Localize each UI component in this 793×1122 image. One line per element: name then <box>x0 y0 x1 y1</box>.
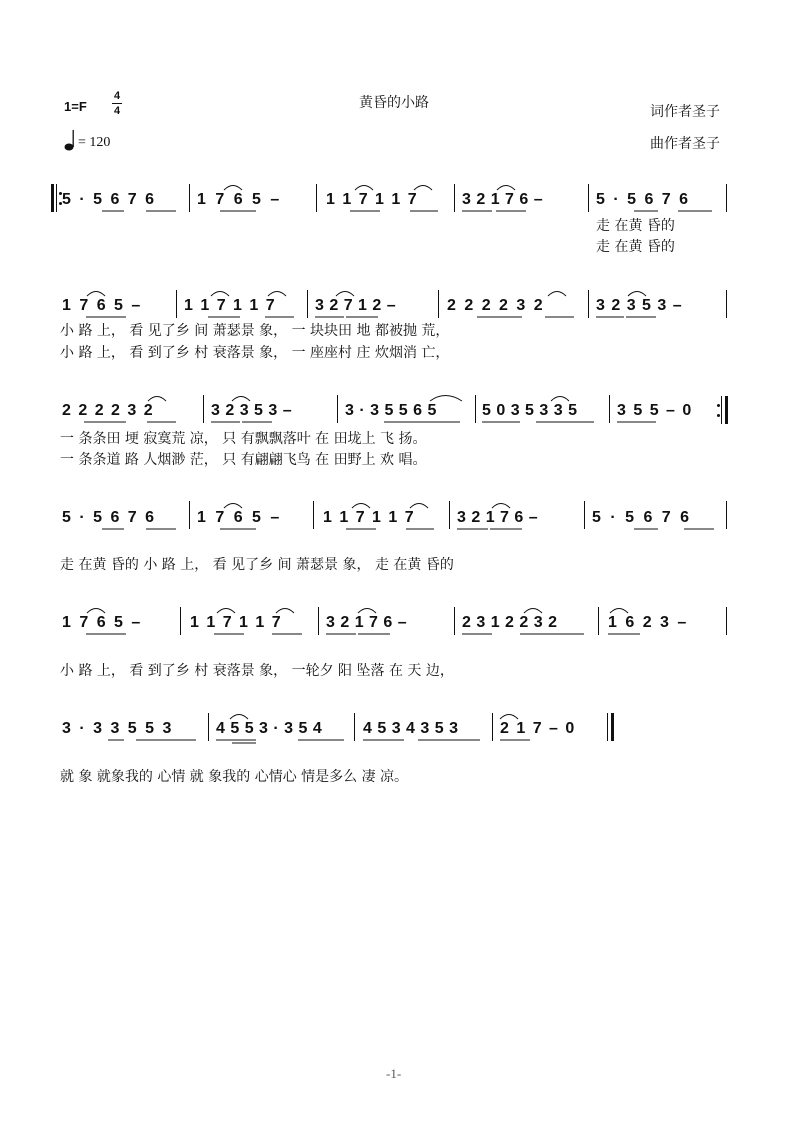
barline <box>208 713 209 741</box>
measure-1: 1 7 6 5 – <box>62 614 141 631</box>
lyrics-verse-2: 走 在黄 昏的 <box>596 239 675 255</box>
barline <box>180 607 181 635</box>
measure-2: 1 1 7 1 1 7 <box>184 297 275 314</box>
measure-2: 1 7 6 5 – <box>197 191 280 208</box>
barline <box>449 501 450 529</box>
measure-4: 2 2 2 2 3 2 <box>447 297 543 314</box>
repeat-dot <box>717 414 720 417</box>
barline <box>189 184 190 212</box>
repeat-dot <box>717 404 720 407</box>
measure-5: 3 5 5 – 0 <box>617 402 692 419</box>
measure-2: 1 1 7 1 1 7 <box>190 614 281 631</box>
lyricist-credit: 词作者圣子 <box>650 104 720 120</box>
measure-3: 3 · 3 5 5 6 5 <box>345 402 437 419</box>
measure-1: 5 · 5 6 7 6 <box>62 191 155 208</box>
lyrics-verse-1: 走 在黄 昏的 小 路 上， 看 见了乡 间 萧瑟景 象， 走 在黄 昏的 <box>60 557 454 573</box>
barline <box>337 395 338 423</box>
barline <box>475 395 476 423</box>
measure-5: 3 2 3 5 3 – <box>596 297 682 314</box>
measure-2: 1 7 6 5 – <box>197 509 280 526</box>
page-number: -1- <box>386 1066 402 1081</box>
measure-3: 1 1 7 1 1 7 <box>323 509 414 526</box>
barline <box>176 290 177 318</box>
final-thin-bar <box>607 713 608 741</box>
measure-3: 3 2 1 7 6 – <box>326 614 407 631</box>
final-thick-bar <box>611 713 614 741</box>
song-title: 黄昏的小路 <box>359 95 429 111</box>
key-signature: 1=F <box>64 99 87 114</box>
lyrics-verse-2: 小 路 上， 看 到了乡 村 衰落景 象， 一 座座村 庄 炊烟消 亡， <box>60 345 450 361</box>
barline <box>492 713 493 741</box>
measure-3: 1 1 7 1 1 7 <box>326 191 417 208</box>
lyrics-verse-1: 小 路 上， 看 见了乡 间 萧瑟景 象， 一 块块田 地 都被抛 荒， <box>60 323 450 339</box>
repeat-end-thin-bar <box>721 396 722 424</box>
lyrics-verse-1: 就 象 就象我的 心情 就 象我的 心情心 情是多么 凄 凉。 <box>60 769 409 785</box>
barline <box>726 607 727 635</box>
measure-5: 1 6 2 3 – <box>608 614 687 631</box>
barline <box>307 290 308 318</box>
barline <box>726 501 727 529</box>
measure-5: 5 · 5 6 7 6 <box>596 191 689 208</box>
barline <box>318 607 319 635</box>
time-signature-top: 4 <box>113 90 121 102</box>
barline <box>316 184 317 212</box>
tempo-marking: = 120 <box>78 135 111 150</box>
barline <box>354 713 355 741</box>
quarter-note-icon <box>64 128 78 156</box>
composer-credit: 曲作者圣子 <box>650 136 720 152</box>
measure-4: 2 3 1 2 2 3 2 <box>462 614 557 631</box>
barline <box>454 184 455 212</box>
measure-5: 5 · 5 6 7 6 <box>592 509 690 526</box>
barline <box>588 290 589 318</box>
barline <box>588 184 589 212</box>
barline <box>313 501 314 529</box>
measure-1: 3 · 3 3 5 5 3 <box>62 720 172 737</box>
measure-4: 2 1 7 – 0 <box>500 720 575 737</box>
measure-3: 4 5 3 4 3 5 3 <box>363 720 458 737</box>
measure-4: 3 2 1 7 6 – <box>457 509 538 526</box>
measure-2: 3 2 3 5 3 – <box>211 402 292 419</box>
barline <box>203 395 204 423</box>
repeat-end-thick-bar <box>725 396 728 424</box>
lyrics-verse-1: 走 在黄 昏的 <box>596 218 675 234</box>
lyrics-verse-1: 小 路 上， 看 到了乡 村 衰落景 象， 一轮夕 阳 坠落 在 天 边， <box>60 663 454 679</box>
measure-1: 1 7 6 5 – <box>62 297 141 314</box>
barline <box>726 184 727 212</box>
measure-4: 3 2 1 7 6 – <box>462 191 543 208</box>
repeat-start-thin-bar <box>56 184 57 212</box>
barline <box>454 607 455 635</box>
barline <box>189 501 190 529</box>
barline <box>598 607 599 635</box>
barline <box>726 290 727 318</box>
repeat-start-thick-bar <box>51 184 54 212</box>
measure-2: 4 5 5 3 · 3 5 4 <box>216 720 322 737</box>
time-signature-divider <box>112 103 122 104</box>
time-signature-bottom: 4 <box>113 105 121 117</box>
measure-4: 5 0 3 5 3 3 5 <box>482 402 577 419</box>
measure-3: 3 2 7 1 2 – <box>315 297 396 314</box>
lyrics-verse-2: 一 条条道 路 人烟渺 茫， 只 有翩翩飞鸟 在 田野上 欢 唱。 <box>60 452 427 468</box>
barline <box>609 395 610 423</box>
measure-1: 2 2 2 2 3 2 <box>62 402 153 419</box>
barline <box>584 501 585 529</box>
measure-1: 5 · 5 6 7 6 <box>62 509 155 526</box>
barline <box>438 290 439 318</box>
lyrics-verse-1: 一 条条田 埂 寂寞荒 凉， 只 有飘飘落叶 在 田垅上 飞 扬。 <box>60 431 427 447</box>
